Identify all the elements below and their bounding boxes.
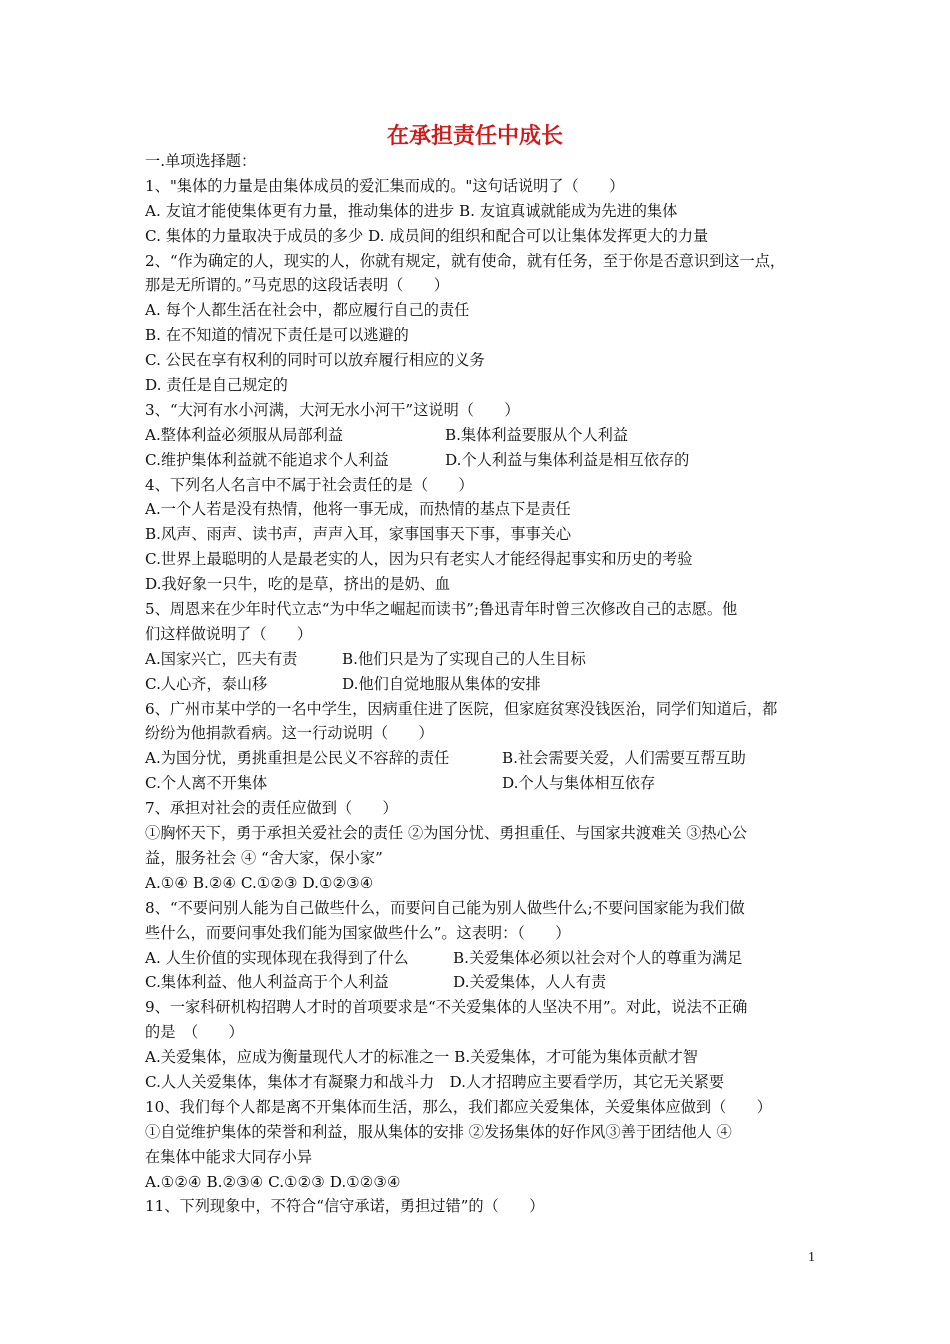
question-3-option-a: A.整体利益必须服从局部利益 <box>145 425 344 444</box>
question-8-option-d: D.关爱集体，人人有责 <box>453 973 607 992</box>
question-7-items-line-2: 益，服务社会 ④ “舍大家，保小家” <box>145 848 383 867</box>
question-3-stem: 3、“大河有水小河满，大河无水小河干”这说明（ ） <box>145 400 520 419</box>
question-9-options-row-1: A.关爱集体，应成为衡量现代人才的标准之一 B.关爱集体，才可能为集体贡献才智 <box>145 1048 698 1067</box>
question-6-stem-line-2: 纷纷为他捐款看病。这一行动说明（ ） <box>145 724 434 743</box>
question-8-option-a: A. 人生价值的实现体现在我得到了什么 <box>145 948 409 967</box>
question-6-option-d: D.个人与集体相互依存 <box>502 774 656 793</box>
question-2-option-b: B. 在不知道的情况下责任是可以逃避的 <box>145 326 409 345</box>
question-8-option-c: C.集体利益、他人利益高于个人利益 <box>145 973 389 992</box>
question-3-options-row-1 <box>145 423 813 448</box>
question-1-options-row-1: A. 友谊才能使集体更有力量，推动集体的进步 B. 友谊真诚就能成为先进的集体 <box>145 201 678 220</box>
question-3-option-d: D.个人利益与集体利益是相互依存的 <box>445 450 690 469</box>
question-9-stem-line-1: 9、一家科研机构招聘人才时的首项要求是“不关爱集体的人坚决不用”。对此，说法不正确 <box>145 998 748 1017</box>
question-10-items-line-1: ①自觉维护集体的荣誉和利益，服从集体的安排 ②发扬集体的好作风③善于团结他人 ④ <box>145 1122 732 1141</box>
question-8-stem-line-2: 些什么，而要问事处我们能为国家做些什么”。这表明：（ ） <box>145 923 571 942</box>
question-8-options-row-1 <box>145 946 813 971</box>
section-heading: 一.单项选择题： <box>145 152 257 170</box>
question-4-stem: 4、下列名人名言中不属于社会责任的是（ ） <box>145 475 474 494</box>
question-9-stem-line-2: 的是 （ ） <box>145 1023 244 1042</box>
question-5-options-row-1 <box>145 647 813 672</box>
question-5-option-a: A.国家兴亡，匹夫有责 <box>145 649 298 668</box>
question-11-stem: 11、下列现象中，不符合“信守承诺，勇担过错”的（ ） <box>145 1197 545 1216</box>
question-6-option-a: A.为国分忧，勇挑重担是公民义不容辞的责任 <box>145 749 450 768</box>
question-8-option-b: B.关爱集体必须以社会对个人的尊重为满足 <box>453 948 743 967</box>
question-6-option-b: B.社会需要关爱，人们需要互帮互助 <box>502 749 746 768</box>
question-5-stem-line-2: 们这样做说明了（ ） <box>145 624 313 643</box>
question-5-stem-line-1: 5、周恩来在少年时代立志“为中华之崛起而读书”;鲁迅青年时曾三次修改自己的志愿。他 <box>145 600 738 619</box>
question-10-options: A.①②④ B.②③④ C.①②③ D.①②③④ <box>145 1172 401 1191</box>
question-6-options-row-1 <box>145 746 813 771</box>
question-4-option-c: C.世界上最聪明的人是最老实的人，因为只有老实人才能经得起事实和历史的考验 <box>145 550 693 569</box>
question-8-stem-line-1: 8、“不要问别人能为自己做些什么，而要问自己能为别人做些什么;不要问国家能为我们做 <box>145 898 745 917</box>
question-1-options-row-2: C. 集体的力量取决于成员的多少 D. 成员间的组织和配合可以让集体发挥更大的力量 <box>145 226 709 245</box>
question-9-options-row-2: C.人人关爱集体，集体才有凝聚力和战斗力 D.人才招聘应主要看学历，其它无关紧要 <box>145 1072 725 1091</box>
question-5-option-b: B.他们只是为了实现自己的人生目标 <box>342 649 586 668</box>
question-1-stem: 1、"集体的力量是由集体成员的爱汇集而成的。"这句话说明了（ ） <box>145 176 625 195</box>
question-7-options: A.①④ B.②④ C.①②③ D.①②③④ <box>145 873 374 892</box>
question-2-stem-line-1: 2、“作为确定的人，现实的人，你就有规定，就有使命，就有任务，至于你是否意识到这一点， <box>145 251 786 270</box>
page-number: 1 <box>808 1250 815 1265</box>
question-4-option-d: D.我好象一只牛，吃的是草，挤出的是奶、血 <box>145 575 451 594</box>
question-7-stem: 7、承担对社会的责任应做到（ ） <box>145 799 398 818</box>
question-3-option-c: C.维护集体利益就不能追求个人利益 <box>145 450 389 469</box>
question-8-options-row-2 <box>145 970 813 995</box>
question-2-option-a: A. 每个人都生活在社会中，都应履行自己的责任 <box>145 301 470 320</box>
question-5-option-d: D.他们自觉地服从集体的安排 <box>342 674 541 693</box>
question-list <box>145 149 813 1219</box>
question-4-option-b: B.风声、雨声、读书声，声声入耳，家事国事天下事，事事关心 <box>145 525 572 544</box>
question-3-option-b: B.集体利益要服从个人利益 <box>445 425 629 444</box>
document-title: 在承担责任中成长 <box>386 124 563 149</box>
question-5-option-c: C.人心齐，泰山移 <box>145 674 268 693</box>
question-6-stem-line-1: 6、广州市某中学的一名中学生，因病重住进了医院，但家庭贫寒没钱医治，同学们知道后，都 <box>145 699 778 718</box>
question-6-option-c: C.个人离不开集体 <box>145 774 268 793</box>
question-7-items-line-1: ①胸怀天下，勇于承担关爱社会的责任 ②为国分忧、勇担重任、与国家共渡难关 ③热心公 <box>145 824 747 843</box>
question-10-stem: 10、我们每个人都是离不开集体而生活，那么，我们都应关爱集体，关爱集体应做到（ ） <box>145 1097 772 1116</box>
question-2-option-c: C. 公民在享有权利的同时可以放弃履行相应的义务 <box>145 351 485 370</box>
question-3-options-row-2 <box>145 448 813 473</box>
question-4-option-a: A.一个人若是没有热情，他将一事无成，而热情的基点下是责任 <box>145 500 571 519</box>
question-2-stem-line-2: 那是无所谓的。”马克思的这段话表明（ ） <box>145 276 449 295</box>
question-6-options-row-2 <box>145 771 813 796</box>
question-10-items-line-2: 在集体中能求大同存小异 <box>145 1147 313 1166</box>
question-5-options-row-2 <box>145 672 813 697</box>
question-2-option-d: D. 责任是自己规定的 <box>145 376 288 395</box>
